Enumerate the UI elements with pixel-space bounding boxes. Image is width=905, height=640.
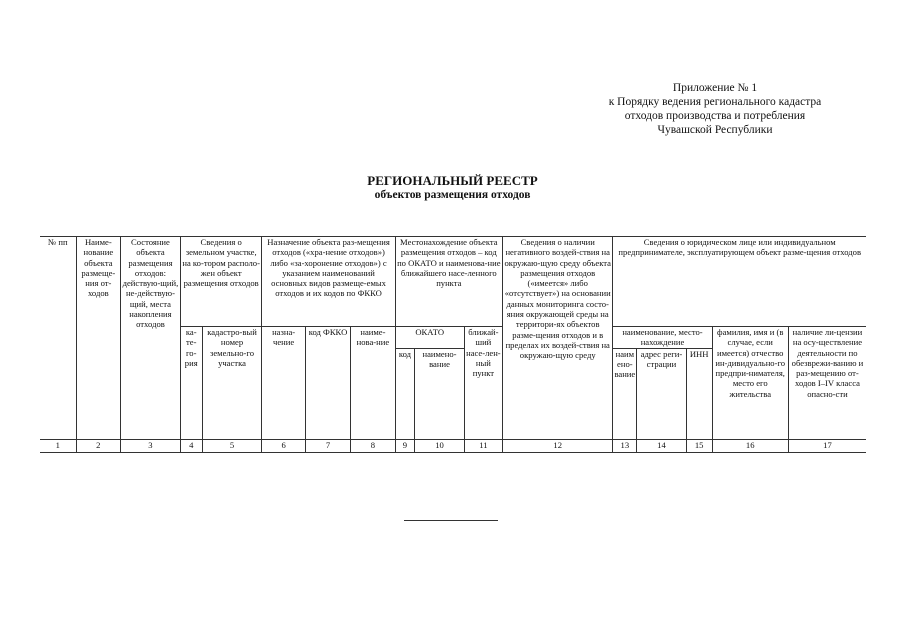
col-header-object-name: Наиме-нование объекта размеще-ния от-ходов <box>76 237 120 440</box>
appendix-line-3: отходов производства и потребления <box>624 110 806 122</box>
col-header-negative-impact: Сведения о наличии негативного воздей-ствия на окружаю-щую среду объекта размещения отходов («имеется» либо «отсутствует») на основании данных мониторинга состо-яния окружающей среды на территори-ях объектов разме-щения отходов и в пределах их воздей-ствия на окружаю-щую среду <box>503 237 613 440</box>
column-numbers-row <box>40 439 866 452</box>
subheader-entrepreneur: фамилия, имя и (в случае, если имеется) отчество ин-дивидуально-го предпри-нимателя, место его жительства <box>712 327 788 440</box>
col-header-num: № пп <box>40 237 76 440</box>
col-number: 16 <box>712 439 788 452</box>
subheader-registration-address: адрес реги-страции <box>637 348 687 439</box>
appendix-line-1: Приложение № 1 <box>672 82 758 94</box>
title-sub: объектов размещения отходов <box>374 189 531 201</box>
col-header-object-state: Состояние объекта размещения отходов: действую-щий, не-действую-щий, места накопления отходов <box>121 237 181 440</box>
appendix-line-2: к Порядку ведения регионального кадастра <box>608 96 822 108</box>
col-number: 8 <box>351 439 395 452</box>
col-number: 6 <box>262 439 305 452</box>
col-number: 2 <box>76 439 120 452</box>
col-number: 15 <box>686 439 712 452</box>
col-number: 5 <box>202 439 262 452</box>
subheader-okato-code: код <box>395 348 415 439</box>
col-number: 10 <box>415 439 465 452</box>
subheader-purpose: назна-чение <box>262 327 305 440</box>
subheader-name-location: наименование, место-нахождение <box>613 327 712 349</box>
subheader-license: наличие ли-цензии на осу-ществление деятельности по обезврежи-ванию и раз-мещению от-ходов I–IV класса опасно-сти <box>788 327 866 440</box>
appendix-block <box>560 81 870 137</box>
col-number: 11 <box>464 439 502 452</box>
col-header-location: Местонахождение объекта размещения отходов – код по ОКАТО и наименова-ние ближайшего насе-ленного пункта <box>395 237 502 327</box>
col-number: 14 <box>637 439 687 452</box>
subheader-nearest-settlement: ближай-ший насе-лен-ный пункт <box>464 327 502 440</box>
subheader-okato: ОКАТО <box>395 327 464 349</box>
appendix-line-4: Чувашской Республики <box>657 124 773 136</box>
footer-separator-line <box>404 520 498 521</box>
document-title <box>0 173 905 202</box>
col-number: 9 <box>395 439 415 452</box>
registry-table <box>40 236 866 453</box>
col-number: 17 <box>788 439 866 452</box>
subheader-inn: ИНН <box>686 348 712 439</box>
subheader-category: ка-те-го-рия <box>180 327 202 440</box>
col-header-operator: Сведения о юридическом лице или индивидуальном предпринимателе, эксплуатирующем объект разме-щения отходов <box>613 237 866 327</box>
col-number: 3 <box>121 439 181 452</box>
subheader-cadastral-number: кадастро-вый номер земельно-го участка <box>202 327 262 440</box>
subheader-waste-name: наиме-нова-ние <box>351 327 395 440</box>
col-header-purpose: Назначение объекта раз-мещения отходов («хра-нение отходов») либо «за-хоронение отходов») с указанием наименований основных видов размеще-емых отходов и их кодов по ФККО <box>262 237 395 327</box>
header-row-1 <box>40 237 866 327</box>
title-main: РЕГИОНАЛЬНЫЙ РЕЕСТР <box>367 173 538 188</box>
col-number: 7 <box>305 439 350 452</box>
col-number: 1 <box>40 439 76 452</box>
col-number: 4 <box>180 439 202 452</box>
col-header-land-plot: Сведения о земельном участке, на ко-тором располо-жен объект размещения отходов <box>180 237 262 327</box>
col-number: 13 <box>613 439 637 452</box>
subheader-org-name: наим ено-вание <box>613 348 637 439</box>
col-number: 12 <box>503 439 613 452</box>
subheader-fkko-code: код ФККО <box>305 327 350 440</box>
subheader-okato-name: наимено-вание <box>415 348 465 439</box>
